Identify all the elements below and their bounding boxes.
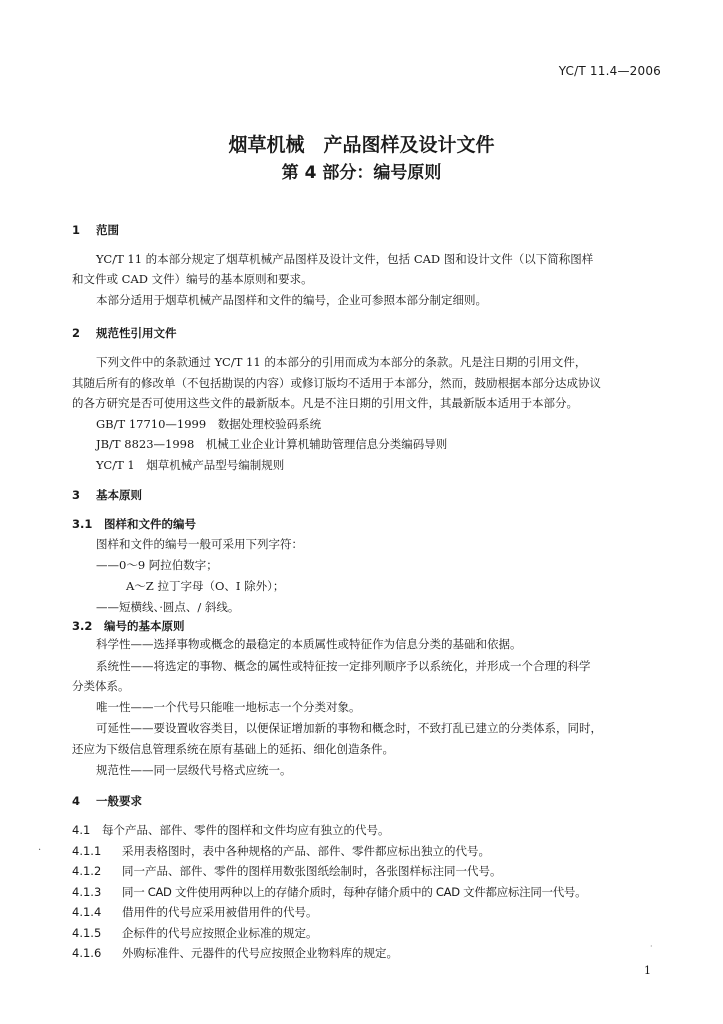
section-title: 一般要求	[96, 794, 142, 808]
clause-item	[72, 820, 390, 840]
clause-item	[72, 861, 502, 881]
document-title: 烟草机械 产品图样及设计文件	[228, 134, 495, 156]
clause-number: 4.1.4	[72, 905, 102, 919]
subsection-number: 3.1	[72, 517, 93, 531]
clause-number: 4.1.1	[72, 844, 102, 858]
paragraph: 分类体系。	[72, 679, 130, 693]
section-number: 1	[72, 223, 81, 237]
paragraph: 其随后所有的修改单（不包括勘误的内容）或修订版均不适用于本部分，然而，鼓励根据本部分达成协议	[72, 376, 601, 390]
paragraph: 图样和文件的编号一般可采用下列字符：	[96, 537, 303, 551]
subsection-3-2-heading	[72, 618, 185, 634]
section-3-heading	[72, 487, 142, 503]
clause-item	[72, 943, 398, 963]
section-number: 4	[72, 794, 81, 808]
clause-item	[72, 902, 318, 922]
clause-text: 每个产品、部件、零件的图样和文件均应有独立的代号。	[102, 823, 390, 837]
margin-mark: .	[38, 842, 42, 853]
subsection-3-1-heading	[72, 516, 196, 532]
clause-text: 外购标准件、元器件的代号应按照企业物料库的规定。	[122, 946, 398, 960]
margin-mark: ·	[650, 942, 653, 951]
section-number: 3	[72, 488, 81, 502]
paragraph: 系统性——将选定的事物、概念的属性或特征按一定排列顺序予以系统化，并形成一个合理的科学	[96, 659, 591, 673]
clause-text: 采用表格图时，表中各种规格的产品、部件、零件都应标出独立的代号。	[122, 844, 490, 858]
clause-item	[72, 882, 586, 902]
section-4-heading	[72, 793, 142, 809]
section-2-heading	[72, 325, 177, 341]
page-number: 1	[644, 964, 651, 977]
section-number: 2	[72, 326, 81, 340]
list-item: ——0～9 阿拉伯数字；	[96, 558, 218, 572]
clause-text: 同一 CAD 文件使用两种以上的存储介质时，每种存储介质中的 CAD 文件都应标注同一代号。	[122, 885, 587, 899]
paragraph: 还应为下级信息管理系统在原有基础上的延拓、细化创造条件。	[72, 742, 394, 756]
standard-code-header: YC/T 11.4—2006	[558, 64, 661, 78]
section-title: 规范性引用文件	[96, 326, 177, 340]
subsection-title: 图样和文件的编号	[104, 517, 196, 531]
clause-text: 借用件的代号应采用被借用件的代号。	[122, 905, 318, 919]
clause-number: 4.1.2	[72, 864, 102, 878]
normative-reference: JB/T 8823—1998 机械工业企业计算机辅助管理信息分类编码导则	[96, 437, 448, 451]
normative-reference: YC/T 1 烟草机械产品型号编制规则	[96, 458, 285, 472]
paragraph: 和文件或 CAD 文件）编号的基本原则和要求。	[72, 272, 313, 286]
clause-number: 4.1.5	[72, 926, 102, 940]
paragraph: 规范性——同一层级代号格式应统一。	[96, 763, 292, 777]
clause-item	[72, 923, 318, 943]
paragraph: 的各方研究是否可使用这些文件的最新版本。凡是不注日期的引用文件，其最新版本适用于本部分。	[72, 396, 578, 410]
paragraph: YC/T 11 的本部分规定了烟草机械产品图样及设计文件，包括 CAD 图和设计文件（以下简称图样	[96, 252, 594, 266]
section-title: 基本原则	[96, 488, 142, 502]
section-title: 范围	[96, 223, 119, 237]
normative-reference: GB/T 17710—1999 数据处理校验码系统	[96, 417, 322, 431]
document-subtitle: 第 4 部分：编号原则	[281, 163, 442, 183]
paragraph: 可延性——要设置收容类目，以便保证增加新的事物和概念时，不致打乱已建立的分类体系，同时，	[96, 721, 602, 735]
list-item: A～Z 拉丁字母（O、I 除外）；	[126, 579, 285, 593]
paragraph: 本部分适用于烟草机械产品图样和文件的编号，企业可参照本部分制定细则。	[96, 293, 487, 307]
clause-number: 4.1	[72, 823, 91, 837]
clause-text: 同一产品、部件、零件的图样用数张图纸绘制时，各张图样标注同一代号。	[122, 864, 502, 878]
paragraph: 科学性——选择事物或概念的最稳定的本质属性或特征作为信息分类的基础和依据。	[96, 637, 522, 651]
clause-text: 企标件的代号应按照企业标准的规定。	[122, 926, 318, 940]
paragraph: 下列文件中的条款通过 YC/T 11 的本部分的引用而成为本部分的条款。凡是注日期的引用文件，	[96, 355, 587, 369]
list-item: ——短横线、·圆点、/ 斜线。	[96, 600, 240, 614]
section-1-heading	[72, 222, 119, 238]
clause-number: 4.1.6	[72, 946, 102, 960]
paragraph: 唯一性——一个代号只能唯一地标志一个分类对象。	[96, 700, 361, 714]
subsection-number: 3.2	[72, 619, 93, 633]
clause-item	[72, 841, 490, 861]
clause-number: 4.1.3	[72, 885, 102, 899]
subsection-title: 编号的基本原则	[104, 619, 185, 633]
